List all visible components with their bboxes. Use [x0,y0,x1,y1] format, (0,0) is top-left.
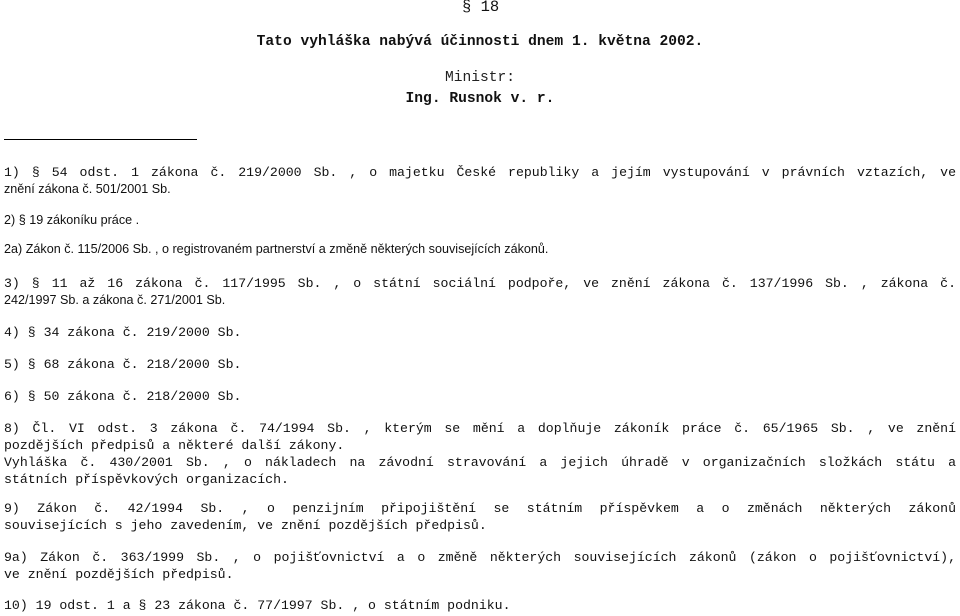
footnote-line: 1) § 54 odst. 1 zákona č. 219/2000 Sb. , o majetku České republiky a jejím vystupování v právních vztazích, ve [4,165,956,180]
effective-date-statement: Tato vyhláška nabývá účinnosti dnem 1. května 2002. [256,34,704,50]
footnote-8 [4,420,956,488]
footnote-line: souvisejících s jeho zavedením, ve znění pozdějších předpisů. [4,518,487,533]
footnote-line: Vyhláška č. 430/2001 Sb. , o nákladech na závodní stravování a jejich úhradě v organizačních složkách státu a [4,455,956,470]
footnote-line: 9a) Zákon č. 363/1999 Sb. , o pojišťovnictví a o změně některých souvisejících zákonů (zákon o pojišťovnictví), [4,550,956,565]
footnote-6: 6) § 50 zákona č. 218/2000 Sb. [4,389,242,404]
minister-name: Ing. Rusnok v. r. [405,91,555,107]
footnote-3 [4,275,956,309]
footnote-2a: 2a) Zákon č. 115/2006 Sb. , o registrovaném partnerství a změně některých souvisejících zákonů. [4,242,549,256]
footnote-line: 242/1997 Sb. a zákona č. 271/2001 Sb. [4,293,226,307]
minister-label: Ministr: [444,70,516,86]
footnote-4: 4) § 34 zákona č. 219/2000 Sb. [4,325,242,340]
footnote-9a [4,549,956,583]
footnote-10: 10) 19 odst. 1 a § 23 zákona č. 77/1997 Sb. , o státním podniku. [4,598,511,613]
footnote-9 [4,500,956,534]
footnote-line: znění zákona č. 501/2001 Sb. [4,182,171,196]
footnote-line: státních příspěvkových organizacích. [4,472,289,487]
footnote-line: 8) Čl. VI odst. 3 zákona č. 74/1994 Sb. , kterým se mění a doplňuje zákoník práce č. 65/1965 Sb. , ve znění [4,421,956,436]
footnote-line: ve znění pozdějších předpisů. [4,567,234,582]
footnote-5: 5) § 68 zákona č. 218/2000 Sb. [4,357,242,372]
section-number: § 18 [462,0,500,16]
footnote-2: 2) § 19 zákoníku práce . [4,213,140,227]
footnote-line: pozdějších předpisů a některé další zákony. [4,438,345,453]
footnote-separator [4,139,197,140]
footnote-line: 3) § 11 až 16 zákona č. 117/1995 Sb. , o státní sociální podpoře, ve znění zákona č. 137/1996 Sb. , zákona č. [4,276,956,291]
footnote-1 [4,164,956,198]
footnote-line: 9) Zákon č. 42/1994 Sb. , o penzijním připojištění se státním příspěvkem a o změnách některých zákonů [4,501,956,516]
